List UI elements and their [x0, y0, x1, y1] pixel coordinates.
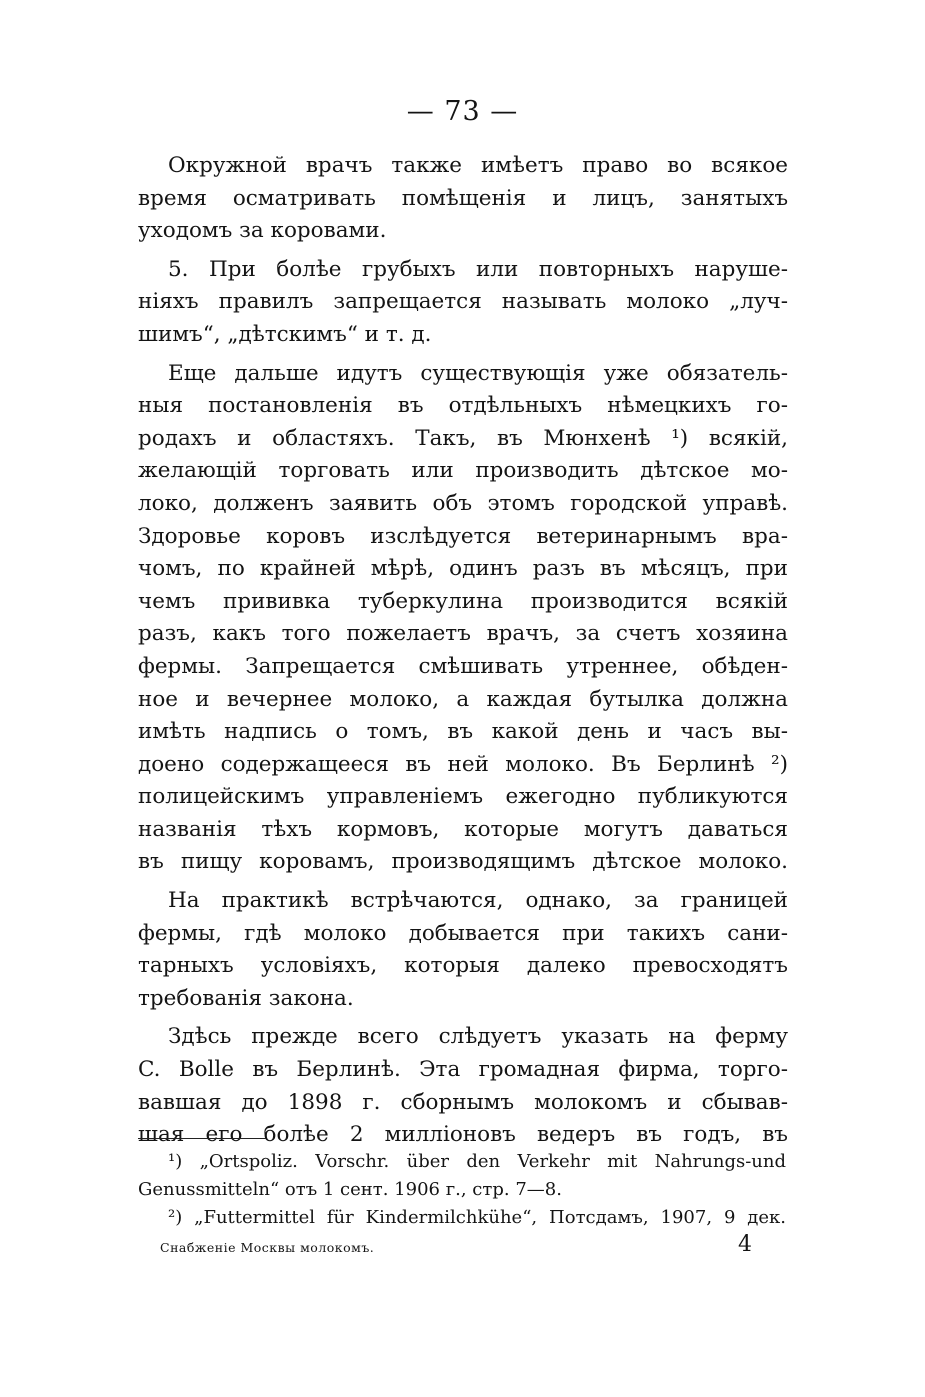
- footnotes: [138, 1148, 786, 1232]
- text-line: уходомъ за коровами.: [138, 218, 387, 244]
- paragraph: [138, 358, 788, 880]
- text-line: фермы. Запрещается смѣшивать утреннее, обѣден-: [138, 653, 788, 679]
- text-line: фермы, гдѣ молоко добывается при такихъ сани-: [138, 920, 788, 946]
- text-line: имѣть надпись о томъ, въ какой день и часъ вы-: [138, 719, 788, 745]
- text-line: тарныхъ условіяхъ, которыя далеко превосходятъ: [138, 953, 788, 979]
- paragraph: [138, 150, 788, 248]
- text-line: полицейскимъ управленіемъ ежегодно публикуются: [138, 784, 788, 810]
- text-line: разъ, какъ того пожелаетъ врачъ, за счетъ хозяина: [138, 621, 788, 647]
- text-line: чомъ, по крайней мѣрѣ, одинъ разъ въ мѣсяцъ, при: [138, 556, 788, 582]
- text-line: требованія закона.: [138, 985, 354, 1011]
- text-line: ніяхъ правилъ запрещается называть молоко „луч-: [138, 289, 788, 315]
- text-line: 5. При болѣе грубыхъ или повторныхъ наруше-: [168, 256, 788, 282]
- paragraph: [138, 885, 788, 1015]
- text-line: названія тѣхъ кормовъ, которые могутъ даваться: [138, 816, 788, 842]
- text-line: Еще дальше идутъ существующія уже обязатель-: [168, 360, 788, 386]
- paragraph: [138, 254, 788, 352]
- printer-signature: Снабженіе Москвы молокомъ.: [160, 1240, 375, 1255]
- text-line: шимъ“, „дѣтскимъ“ и т. д.: [138, 321, 432, 347]
- page-number: — 73 —: [406, 96, 519, 127]
- text-line: доено содержащееся въ ней молоко. Въ Берлинѣ ²): [138, 751, 788, 777]
- text-line: въ пищу коровамъ, производящимъ дѣтское молоко.: [138, 849, 788, 875]
- body-text: [138, 150, 788, 1158]
- text-line: ное и вечернее молоко, а каждая бутылка должна: [138, 686, 788, 712]
- text-line: чемъ прививка туберкулина производится всякій: [138, 588, 788, 614]
- signature-mark: 4: [738, 1232, 752, 1257]
- text-line: Окружной врачъ также имѣетъ право во всякое: [168, 153, 788, 178]
- text-line: шая его болѣе 2 милліоновъ ведеръ въ годъ, въ: [138, 1122, 788, 1148]
- footnote-line: ¹) „Ortspoliz. Vorschr. über den Verkehr mit Nahrungs-und: [168, 1151, 786, 1172]
- text-line: желающій торговать или производить дѣтское мо-: [138, 458, 788, 484]
- text-line: родахъ и областяхъ. Такъ, въ Мюнхенѣ ¹) всякій,: [138, 425, 788, 451]
- text-line: Здоровье коровъ изслѣдуется ветеринарнымъ вра-: [138, 523, 788, 549]
- text-line: локо, долженъ заявить объ этомъ городской управѣ.: [138, 490, 788, 516]
- text-line: ныя постановленія въ отдѣльныхъ нѣмецкихъ го-: [138, 393, 788, 419]
- paragraph: [138, 1021, 788, 1151]
- text-line: Здѣсь прежде всего слѣдуетъ указать на ферму: [168, 1024, 788, 1050]
- footnote-divider: [138, 1138, 266, 1139]
- text-line: вавшая до 1898 г. сборнымъ молокомъ и сбывав-: [138, 1089, 788, 1115]
- footnote-line: Genussmitteln“ отъ 1 сент. 1906 г., стр. 7—8.: [138, 1179, 562, 1200]
- text-line: C. Bolle въ Берлинѣ. Эта громадная фирма, торго-: [138, 1057, 788, 1083]
- footnote-line: ²) „Futtermittel für Kindermilchkühe“, Потсдамъ, 1907, 9 дек.: [168, 1207, 786, 1228]
- text-line: На практикѣ встрѣчаются, однако, за границей: [168, 888, 788, 914]
- text-line: время осматривать помѣщенія и лицъ, занятыхъ: [138, 185, 788, 211]
